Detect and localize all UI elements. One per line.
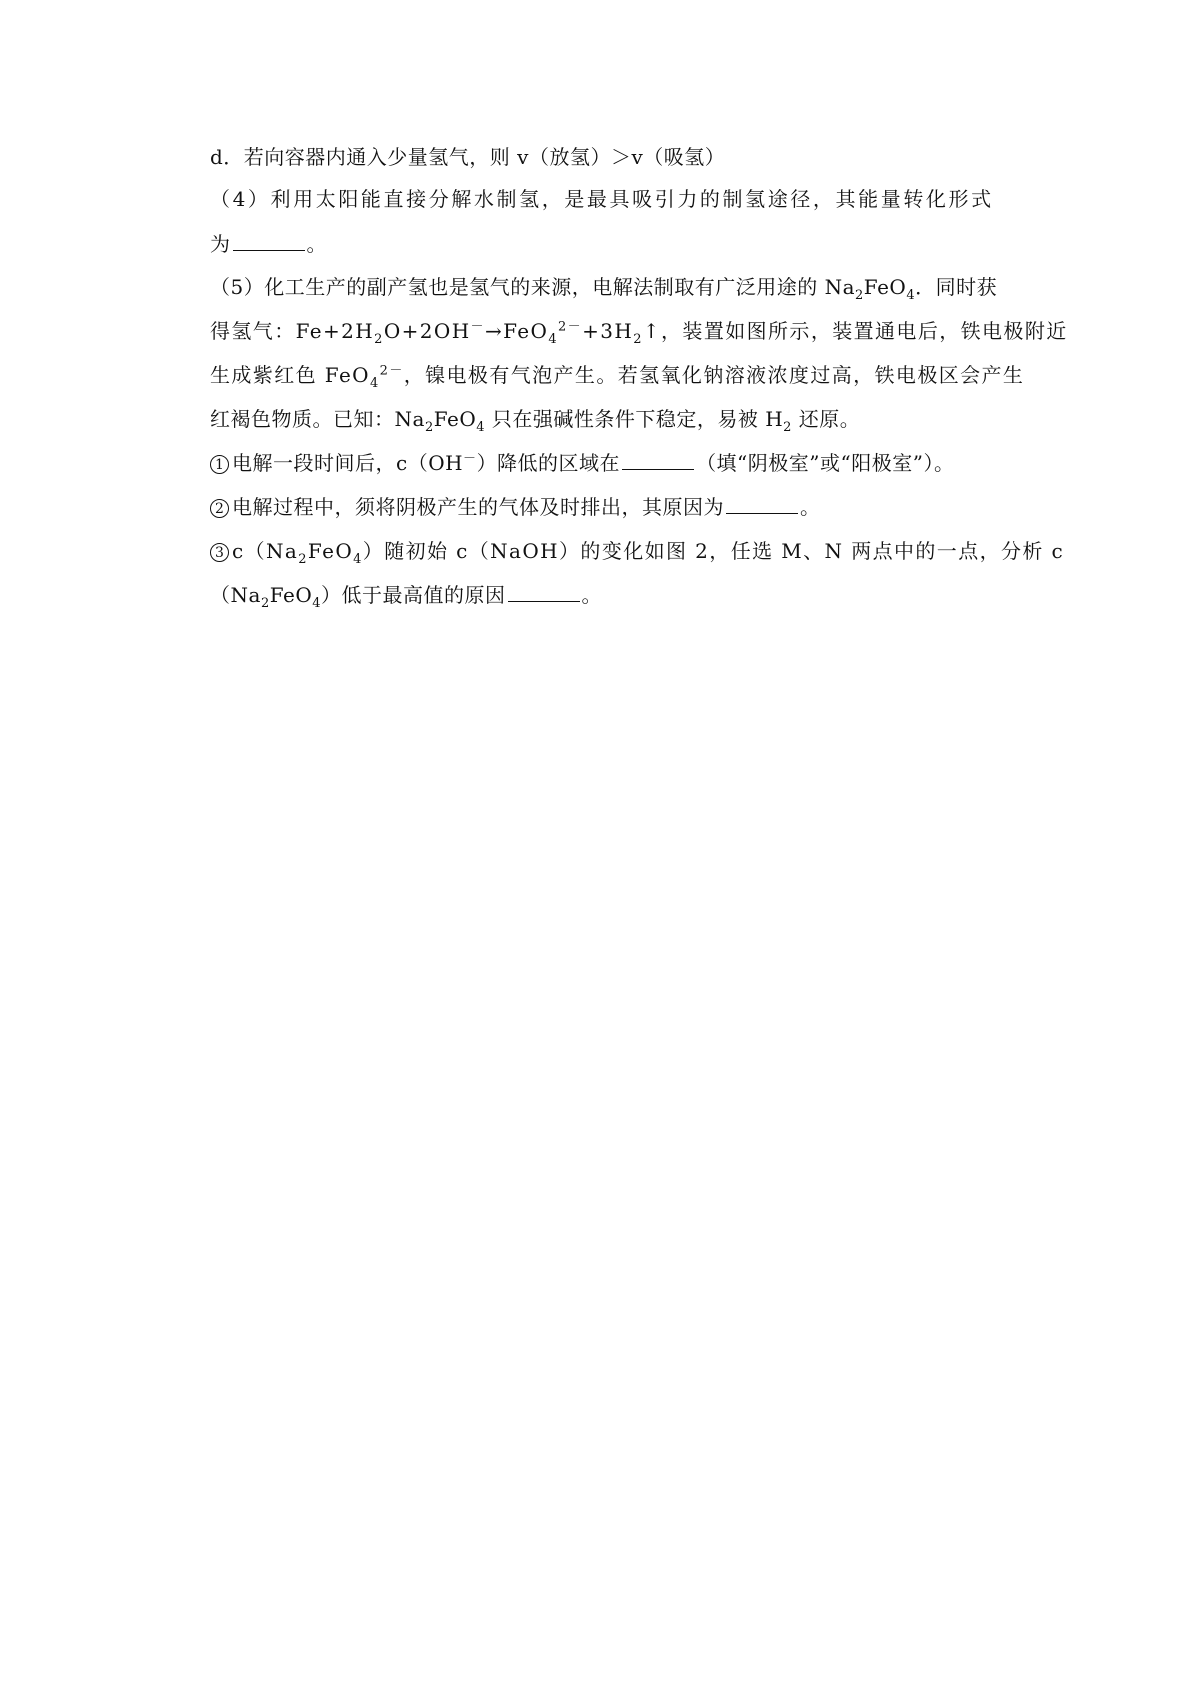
formula-text: FeO xyxy=(269,583,313,607)
question-5-line-2 xyxy=(210,316,1068,347)
answer-blank[interactable] xyxy=(726,495,798,514)
sub-question-text: （填“阴极室”或“阳极室”）。 xyxy=(696,451,955,475)
subscript: 2 xyxy=(855,288,864,303)
equation-text: O+2OH xyxy=(383,319,471,343)
answer-blank[interactable] xyxy=(508,583,580,602)
question-5-line-3 xyxy=(210,360,1025,390)
question-4-text-cont: 为 xyxy=(210,232,231,256)
option-d-line xyxy=(210,142,1025,172)
circled-number-1: 1 xyxy=(210,455,229,474)
period: 。 xyxy=(581,583,603,607)
subscript: 2 xyxy=(260,596,270,611)
description-text: 红褐色物质。已知：Na xyxy=(210,407,425,431)
sub-question-text: ）低于最高值的原因 xyxy=(321,583,506,607)
subscript: 4 xyxy=(548,332,558,347)
superscript: 2－ xyxy=(379,363,404,379)
description-text: 生成紫红色 FeO xyxy=(210,363,370,387)
answer-blank[interactable] xyxy=(233,232,305,251)
equation-text: +3H xyxy=(582,319,634,343)
question-5-line-4 xyxy=(210,404,1025,434)
circled-number-3: 3 xyxy=(210,543,229,562)
superscript: － xyxy=(463,451,477,467)
description-text: ，镍电极有气泡产生。若氢氧化钠溶液浓度过高，铁电极区会产生 xyxy=(403,363,1025,387)
description-text: 只在强碱性条件下稳定，易被 H xyxy=(485,407,784,431)
sub-question-3-line-1 xyxy=(210,536,1065,567)
question-4-text: （4）利用太阳能直接分解水制氢，是最具吸引力的制氢途径，其能量转化形式 xyxy=(210,187,994,211)
subscript: 2 xyxy=(633,332,643,347)
subscript: 4 xyxy=(476,420,486,435)
description-text: 还原。 xyxy=(791,407,861,431)
period: 。 xyxy=(800,495,821,519)
sub-question-1-line xyxy=(210,448,1025,478)
subscript: 2 xyxy=(298,552,308,567)
superscript: － xyxy=(470,319,485,335)
subscript: 4 xyxy=(369,376,380,391)
formula-text: FeO xyxy=(433,407,477,431)
period: 。 xyxy=(306,232,327,256)
sub-question-text: ）随初始 c（NaOH）的变化如图 2，任选 M、N 两点中的一点，分析 c xyxy=(362,539,1065,563)
option-d-text: d．若向容器内通入少量氢气，则 v（放氢）＞v（吸氢） xyxy=(210,145,726,169)
sub-question-2-line xyxy=(210,492,1025,522)
sub-question-text: 电解一段时间后，c（OH xyxy=(232,451,464,475)
sub-question-text: c（Na xyxy=(232,539,299,563)
formula-text: FeO xyxy=(863,275,907,299)
sub-question-text: （Na xyxy=(210,583,261,607)
subscript: 4 xyxy=(906,288,916,303)
sub-question-3-line-2 xyxy=(210,580,1025,610)
question-4-line-1 xyxy=(210,184,1025,214)
answer-blank[interactable] xyxy=(622,451,694,470)
subscript: 2 xyxy=(783,420,792,435)
sub-question-text: 电解过程中，须将阴极产生的气体及时排出，其原因为 xyxy=(232,495,724,519)
sub-question-text: ）降低的区域在 xyxy=(476,451,621,475)
circled-number-2: 2 xyxy=(210,499,229,518)
question-5-text: （5）化工生产的副产氢也是氢气的来源，电解法制取有广泛用途的 Na xyxy=(210,275,856,299)
equation-text: ↑，装置如图所示，装置通电后，铁电极附近 xyxy=(642,319,1068,343)
question-5-text-end: ．同时获 xyxy=(915,275,998,299)
subscript: 4 xyxy=(353,552,363,567)
subscript: 2 xyxy=(424,420,434,435)
question-4-line-2 xyxy=(210,229,1025,259)
subscript: 2 xyxy=(374,332,384,347)
superscript: 2－ xyxy=(558,319,583,335)
equation-text: 得氢气：Fe+2H xyxy=(210,319,375,343)
question-5-line-1 xyxy=(210,272,1025,302)
formula-text: FeO xyxy=(307,539,354,563)
subscript: 4 xyxy=(312,596,322,611)
equation-text: →FeO xyxy=(484,319,549,343)
